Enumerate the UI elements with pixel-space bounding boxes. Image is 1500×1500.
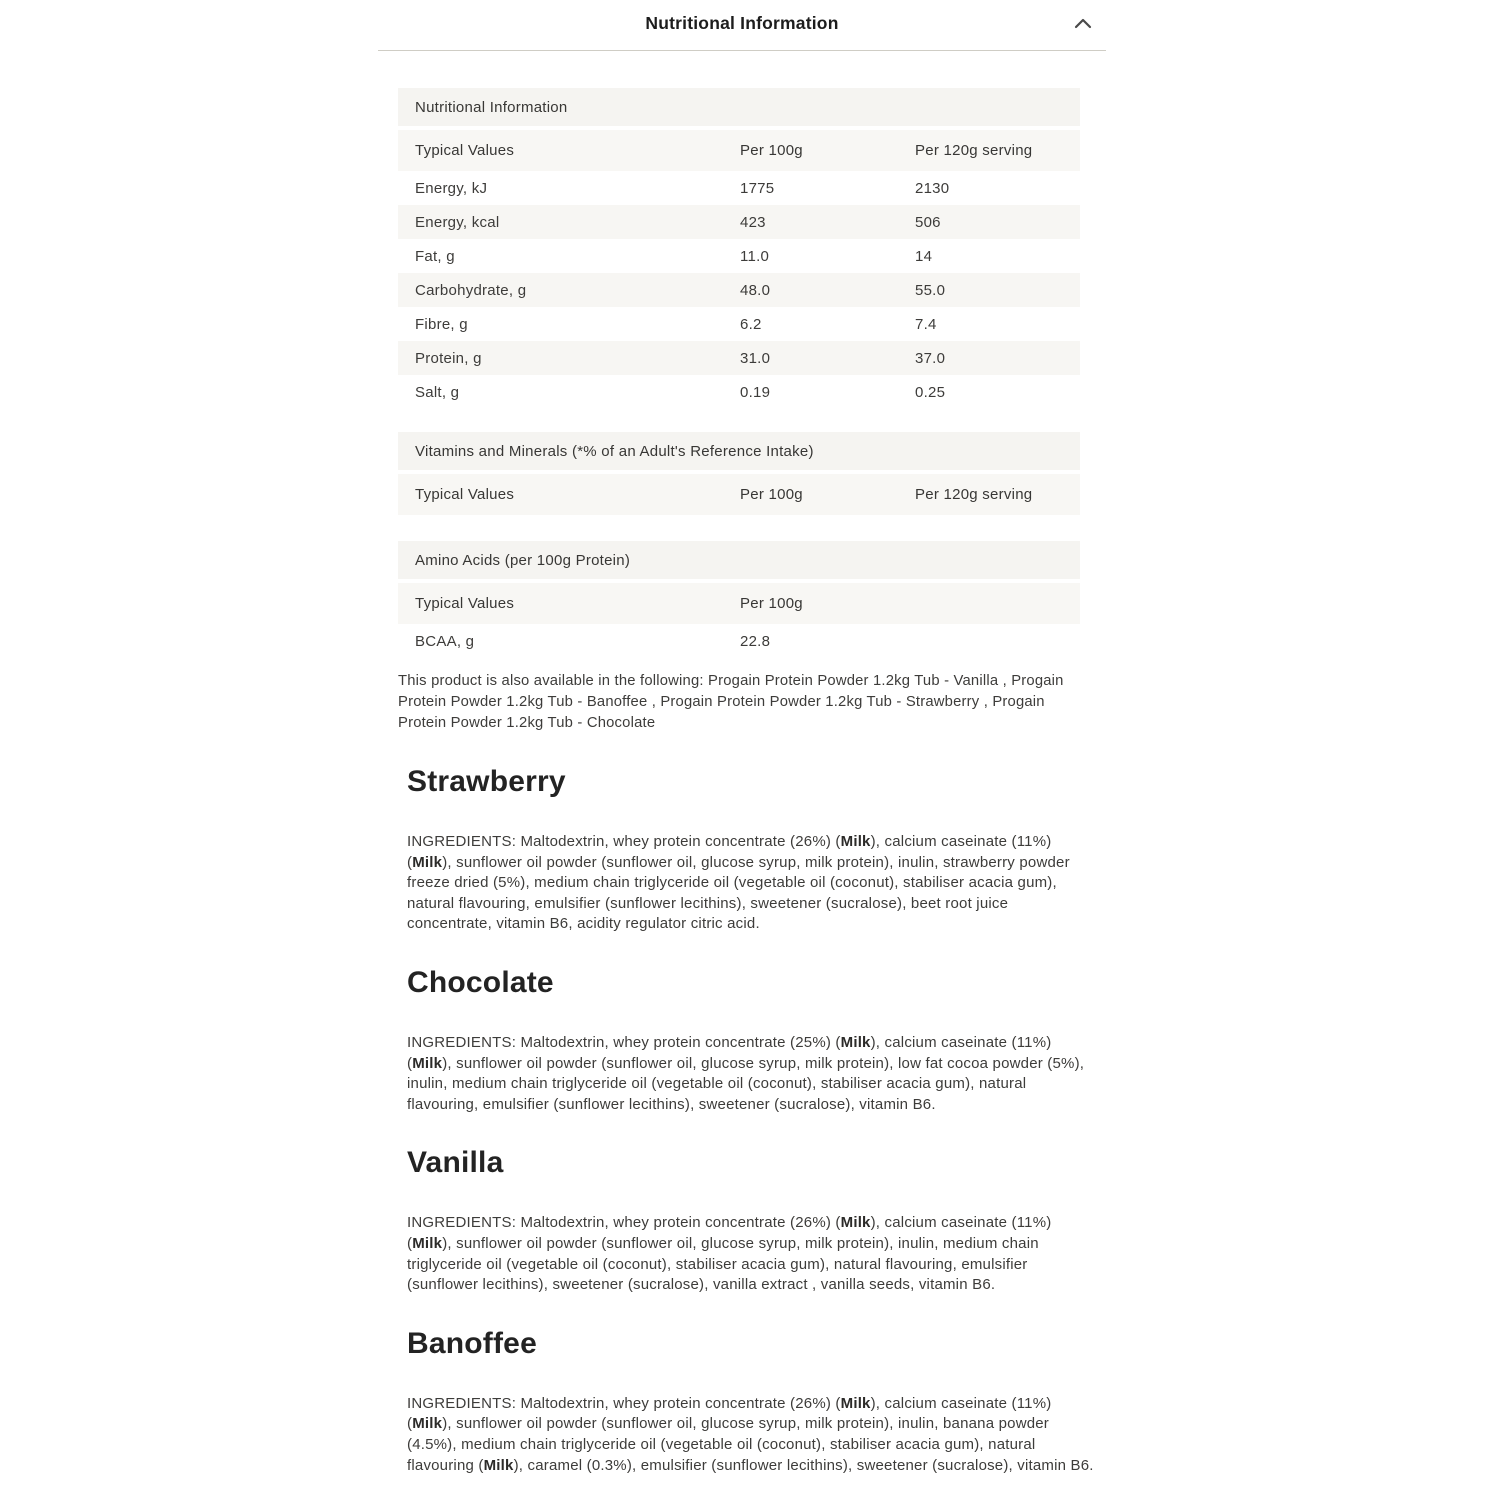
nutrition-table-section-header <box>398 88 1080 130</box>
col-per-serving: Per 120g serving <box>915 142 1033 159</box>
row-label: Energy, kJ <box>415 179 488 197</box>
row-label: Energy, kcal <box>415 213 500 231</box>
ingredients-strawberry: INGREDIENTS: Maltodextrin, whey protein concentrate (26%) (Milk), calcium caseinate (11%) (Milk), sunflower oil powder (sunflower oil, glucose syrup, milk protein), inulin, strawberry powder freeze dried (5%), medium chain triglyceride oil (vegetable oil (coconut), stabiliser acacia gum), natural flavouring, emulsifier (sunflower lecithins), sweetener (sucralose), beet root juice concentrate, vitamin B6, acidity regulator citric acid. <box>407 833 1070 933</box>
nutrition-table <box>398 88 1080 409</box>
ingredients-vanilla: INGREDIENTS: Maltodextrin, whey protein concentrate (26%) (Milk), calcium caseinate (11%) (Milk), sunflower oil powder (sunflower oil, glucose syrup, milk protein), inulin, medium chain triglyceride oil (vegetable oil (coconut), stabiliser acacia gum), natural flavouring, emulsifier (sunflower lecithins), sweetener (sucralose), vanilla extract , vanilla seeds, vitamin B6. <box>407 1214 1052 1294</box>
row-per100: 1775 <box>740 179 775 197</box>
row-label: Salt, g <box>415 383 460 401</box>
flavour-heading-banoffee: Banoffee <box>407 1326 537 1360</box>
row-per100: 6.2 <box>740 315 762 333</box>
ingredients-banoffee: INGREDIENTS: Maltodextrin, whey protein concentrate (26%) (Milk), calcium caseinate (11%) (Milk), sunflower oil powder (sunflower oil, glucose syrup, milk protein), inulin, banana powder (4.5%), medium chain triglyceride oil (vegetable oil (coconut), stabiliser acacia gum), natural flavouring (Milk), caramel (0.3%), emulsifier (sunflower lecithins), sweetener (sucralose), vitamin B6. <box>407 1394 1094 1474</box>
row-label: Fibre, g <box>415 315 468 333</box>
col-per-100g: Per 100g <box>740 486 803 503</box>
section-title: Nutritional Information <box>415 98 568 116</box>
row-serving: 37.0 <box>915 349 946 367</box>
row-serving: 14 <box>915 247 933 265</box>
section-title: Vitamins and Minerals (*% of an Adult's Reference Intake) <box>415 442 814 460</box>
row-serving: 506 <box>915 213 941 231</box>
flavour-heading-chocolate: Chocolate <box>407 965 554 999</box>
col-per-100g: Per 100g <box>740 595 803 612</box>
row-label: Carbohydrate, g <box>415 281 527 299</box>
table-row <box>398 171 1080 205</box>
flavour-heading-vanilla: Vanilla <box>407 1146 504 1180</box>
accordion-title: Nutritional Information <box>645 12 839 33</box>
table-row <box>398 273 1080 307</box>
vitamins-table-column-headers <box>398 474 1080 515</box>
amino-table-section-header <box>398 541 1080 583</box>
col-typical-values: Typical Values <box>415 142 515 159</box>
row-label: Protein, g <box>415 349 482 367</box>
table-row <box>398 624 1080 658</box>
nutritional-info-accordion-toggle[interactable] <box>378 0 1106 51</box>
nutrition-table-column-headers <box>398 130 1080 171</box>
row-serving: 7.4 <box>915 315 937 333</box>
amino-table-column-headers <box>398 583 1080 624</box>
flavour-heading-strawberry: Strawberry <box>407 765 566 798</box>
section-title: Amino Acids (per 100g Protein) <box>415 551 631 569</box>
row-serving: 0.25 <box>915 383 946 401</box>
table-row <box>398 375 1080 409</box>
vitamins-minerals-table <box>398 432 1080 515</box>
vitamins-table-section-header <box>398 432 1080 474</box>
row-per100: 48.0 <box>740 281 771 299</box>
flavour-sections <box>407 762 1097 1476</box>
col-per-100g: Per 100g <box>740 142 803 159</box>
table-row <box>398 205 1080 239</box>
availability-note: This product is also available in the following: Progain Protein Powder 1.2kg Tub - Vanilla , Progain Protein Powder 1.2kg Tub - Banoffee , Progain Protein Powder 1.2kg Tub - Strawberry , Progain Protein Powder 1.2kg Tub - Chocolate <box>398 673 1064 731</box>
table-row <box>398 239 1080 273</box>
row-per100: 22.8 <box>740 632 771 650</box>
row-serving: 2130 <box>915 179 950 197</box>
row-label: Fat, g <box>415 247 455 265</box>
row-per100: 11.0 <box>740 247 770 265</box>
table-row <box>398 341 1080 375</box>
row-serving: 55.0 <box>915 281 946 299</box>
row-per100: 423 <box>740 213 766 231</box>
col-typical-values: Typical Values <box>415 595 515 612</box>
row-per100: 0.19 <box>740 383 771 401</box>
row-per100: 31.0 <box>740 349 771 367</box>
col-typical-values: Typical Values <box>415 486 515 503</box>
nutritional-info-panel <box>378 0 1106 1476</box>
chevron-up-icon[interactable] <box>1074 17 1092 29</box>
col-per-serving: Per 120g serving <box>915 486 1033 503</box>
table-row <box>398 307 1080 341</box>
row-label: BCAA, g <box>415 632 475 650</box>
ingredients-chocolate: INGREDIENTS: Maltodextrin, whey protein concentrate (25%) (Milk), calcium caseinate (11%) (Milk), sunflower oil powder (sunflower oil, glucose syrup, milk protein), low fat cocoa powder (5%), inulin, medium chain triglyceride oil (vegetable oil (coconut), stabiliser acacia gum), natural flavouring, emulsifier (sunflower lecithins), sweetener (sucralose), vitamin B6. <box>407 1033 1085 1113</box>
amino-acids-table <box>398 541 1080 658</box>
